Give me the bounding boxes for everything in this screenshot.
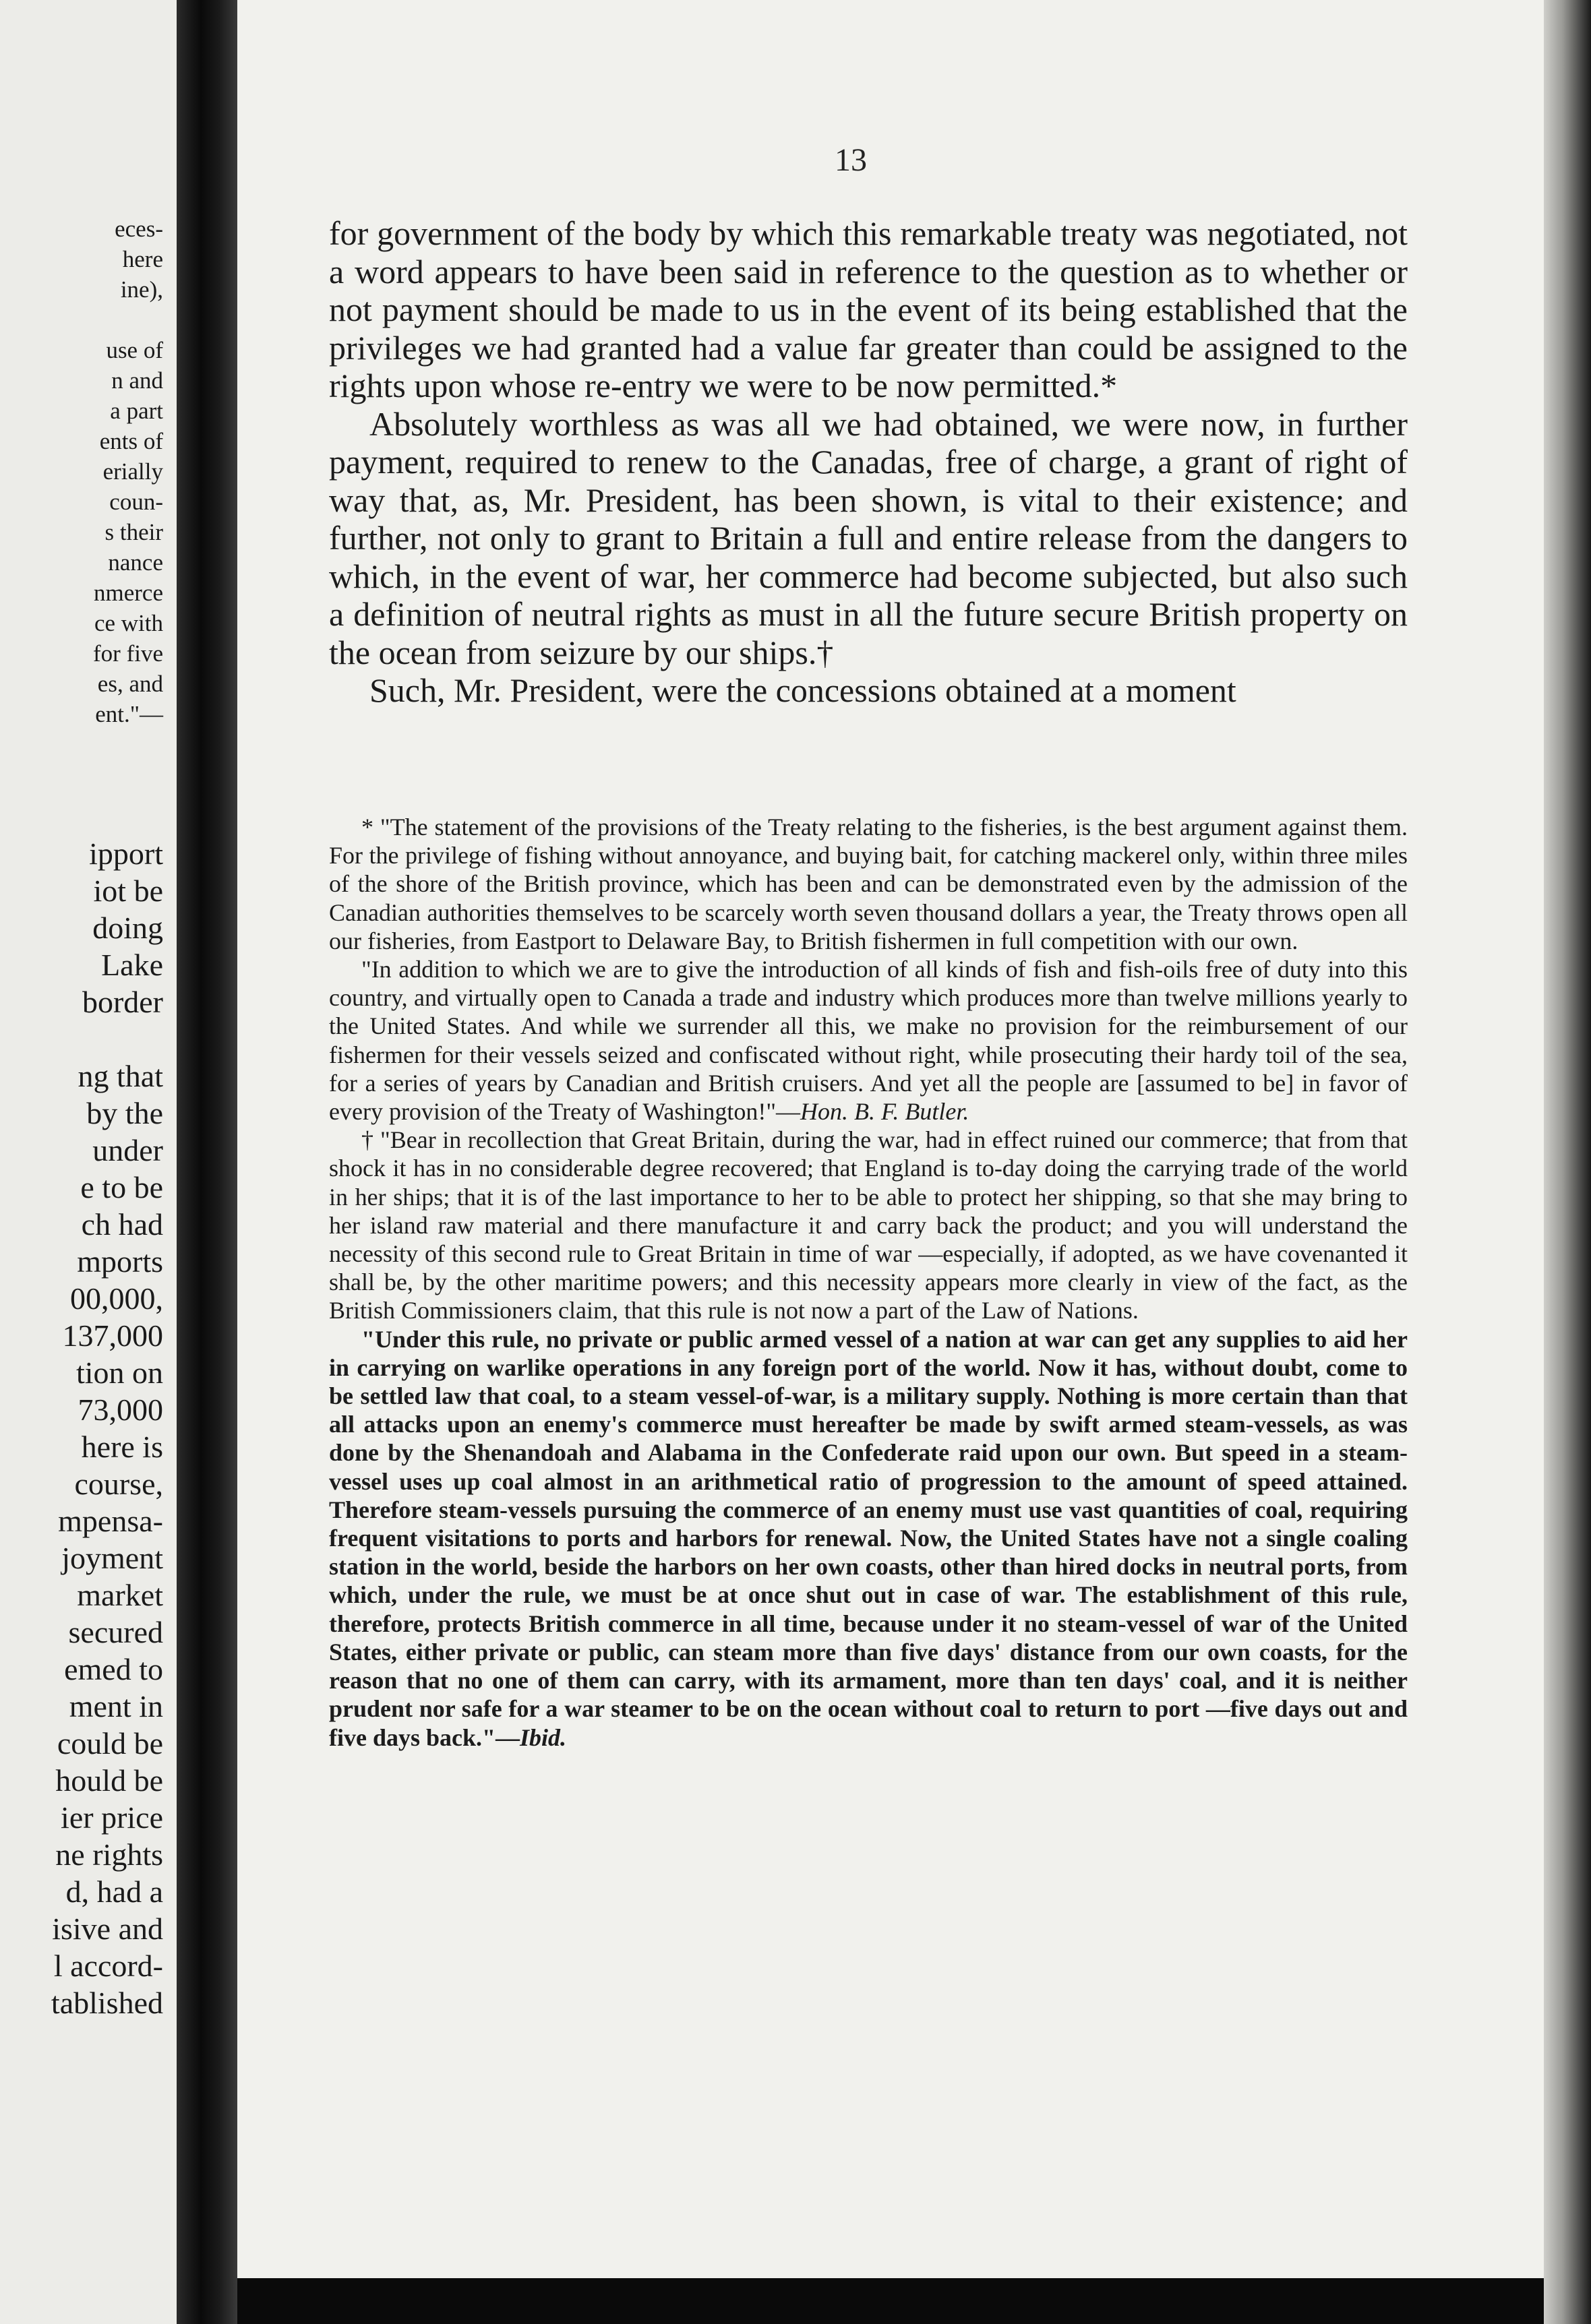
- left-page-line: mports: [77, 1244, 163, 1279]
- left-page-line: es, and: [97, 671, 163, 697]
- left-page-line: ipport: [89, 836, 163, 871]
- left-page-line: secured: [68, 1615, 163, 1649]
- left-page-line: could be: [57, 1726, 163, 1761]
- footnote-2-attribution: Hon. B. F. Butler.: [800, 1098, 969, 1126]
- left-page-line: nmerce: [94, 580, 163, 606]
- left-page-line: isive and: [52, 1912, 163, 1946]
- page-edge: [1544, 0, 1591, 2324]
- left-page-line: ent."—: [95, 701, 163, 727]
- left-page-line: d, had a: [65, 1874, 163, 1909]
- left-page-line: ne rights: [55, 1837, 163, 1872]
- book-gutter: [177, 0, 237, 2324]
- left-page-line: border: [82, 985, 163, 1019]
- left-page-line: ng that: [78, 1059, 163, 1093]
- left-page-line: 73,000: [78, 1393, 163, 1427]
- left-page-line: here: [122, 246, 163, 272]
- left-page-line: mpensa-: [58, 1504, 163, 1538]
- left-page-line: Lake: [101, 948, 163, 982]
- left-page-line: tion on: [76, 1355, 163, 1390]
- footnotes: [329, 813, 1408, 1752]
- footnote-4: [329, 1325, 1408, 1752]
- left-page-line: course,: [74, 1467, 163, 1501]
- left-page-line: hould be: [55, 1763, 163, 1798]
- left-page-line: 00,000,: [70, 1281, 163, 1316]
- left-page-line: erially: [102, 458, 163, 485]
- footnote-3: † "Bear in recollection that Great Britain, during the war, had in effect ruined our commerce; that from that shock it has in no considerable degree recovered; that England is to-day doing the carrying trade of the world in her ships; that it is of the last importance to her to be able to protect her shipping, so that she may bring to her island raw material and there manufacture it and carry back the product; and you will understand the necessity of this second rule to Great Britain in time of war —especially, if adopted, as we have covenanted it shall be, by the other maritime powers; and this necessity appears more clearly in view of the fact, as the British Commissioners claim, that this rule is not now a part of the Law of Nations.: [329, 1126, 1408, 1324]
- footnote-2-text: "In addition to which we are to give the introduction of all kinds of fish and fish-oils free of duty into this country, and virtually open to Canada a trade and industry which produces more than twelve millions yearly to the United States. And while we surrender all this, we make no provision for the reimbursement of our fishermen for their vessels seized and confiscated without right, while prosecuting their hardy toil of the sea, for a series of years by Canadian and British cruisers. And yet all the people are [assumed to be] in favor of every provision of the Treaty of Washington!"—: [329, 956, 1408, 1126]
- left-page-line: ce with: [94, 610, 163, 636]
- footnote-1: * "The statement of the provisions of the Treaty relating to the fisheries, is the best argument against them. For the privilege of fishing without annoyance, and buying bait, for catching mackerel only, within three miles of the shore of the British province, which has been and can be demonstrated even by the admission of the Canadian authorities themselves to be scarcely worth seven thousand dollars a year, the Treaty throws open all our fisheries, from Eastport to Delaware Bay, to British fishermen in full competition with our own.: [329, 814, 1408, 954]
- left-page-line: ine),: [120, 276, 163, 303]
- left-page-line: a part: [110, 398, 163, 424]
- left-page-line: nance: [108, 549, 163, 576]
- left-page-line: l accord-: [53, 1949, 163, 1983]
- left-page-line: ch had: [81, 1207, 163, 1242]
- body-paragraph-2: Absolutely worthless as was all we had obtained, we were now, in further payment, required to renew to the Canadas, free of charge, a grant of right of way that, as, Mr. President, has been shown, is vital to their existence; and further, not only to grant to Britain a full and entire release from the dangers to which, in the event of war, her commerce had become subjected, but also such a definition of neutral rights as must in all the future secure British property on the ocean from seizure by our ships.†: [329, 404, 1408, 671]
- footnote-2: [329, 955, 1408, 1126]
- left-page-line: by the: [86, 1096, 163, 1130]
- left-page-line: emed to: [64, 1652, 163, 1686]
- left-page-fragment: [0, 0, 177, 2324]
- body-paragraph-1: for government of the body by which this remarkable treaty was negotiated, not a word appears to have been said in reference to the question as to whether or not payment should be made to us in the event of its being established that the privileges we had granted had a value far greater than could be assigned to the rights upon whose re-entry we were to be now permitted.*: [329, 214, 1408, 404]
- left-page-line: use of: [106, 337, 163, 363]
- left-page-line: 137,000: [62, 1318, 163, 1353]
- footnote-4-attribution: Ibid.: [520, 1723, 567, 1751]
- left-page-line: here is: [81, 1430, 163, 1464]
- page-number: 13: [835, 142, 867, 178]
- body-text: [329, 214, 1408, 710]
- left-page-line: ier price: [61, 1800, 163, 1835]
- left-page-line: market: [77, 1578, 163, 1612]
- scan-bottom-edge: [237, 2278, 1544, 2324]
- left-page-line: n and: [111, 367, 163, 394]
- left-page-line: doing: [92, 911, 163, 945]
- left-page-line: under: [92, 1133, 163, 1167]
- left-page-line: s their: [104, 519, 163, 545]
- left-page-line: eces-: [115, 216, 163, 242]
- left-page-line: for five: [93, 640, 163, 667]
- left-page-line: coun-: [109, 489, 163, 515]
- footnote-4-text: "Under this rule, no private or public armed vessel of a nation at war can get any supplies to aid her in carrying on warlike operations in any foreign port of the world. Now it has, without doubt, come to be settled law that coal, to a steam vessel-of-war, is a military supply. Nothing is more certain than that all attacks upon an enemy's commerce must hereafter be made by swift armed steam-vessels, as was done by the Shenandoah and Alabama in the Confederate raid upon our own. But speed in a steam-vessel uses up coal almost in an arithmetical ratio of progression to the amount of speed attained. Therefore steam-vessels pursuing the commerce of an enemy must use vast quantities of coal, requiring frequent visitations to ports and harbors for renewal. Now, the United States have not a single coaling station in the world, beside the harbors on her own coasts, other than hired docks in neutral ports, from which, under the rule, we must be at once shut out in case of war. The establishment of this rule, therefore, protects British commerce in all time, because under it no steam-vessel of war of the United States, either private or public, can steam more than five days' distance from our own coasts, for the reason that no one of them can carry, with its armament, more than ten days' coal, and it is neither prudent nor safe for a war steamer to be on the ocean without coal to return to port —five days out and five days back."—: [329, 1325, 1408, 1751]
- left-page-line: e to be: [80, 1170, 163, 1204]
- left-page-line: ment in: [69, 1689, 163, 1723]
- left-page-line: iot be: [93, 874, 163, 908]
- left-page-line: joyment: [61, 1541, 163, 1575]
- left-page-line: tablished: [51, 1986, 163, 2020]
- body-paragraph-3: Such, Mr. President, were the concessions obtained at a moment: [369, 671, 1236, 709]
- left-page-line: ents of: [99, 428, 163, 454]
